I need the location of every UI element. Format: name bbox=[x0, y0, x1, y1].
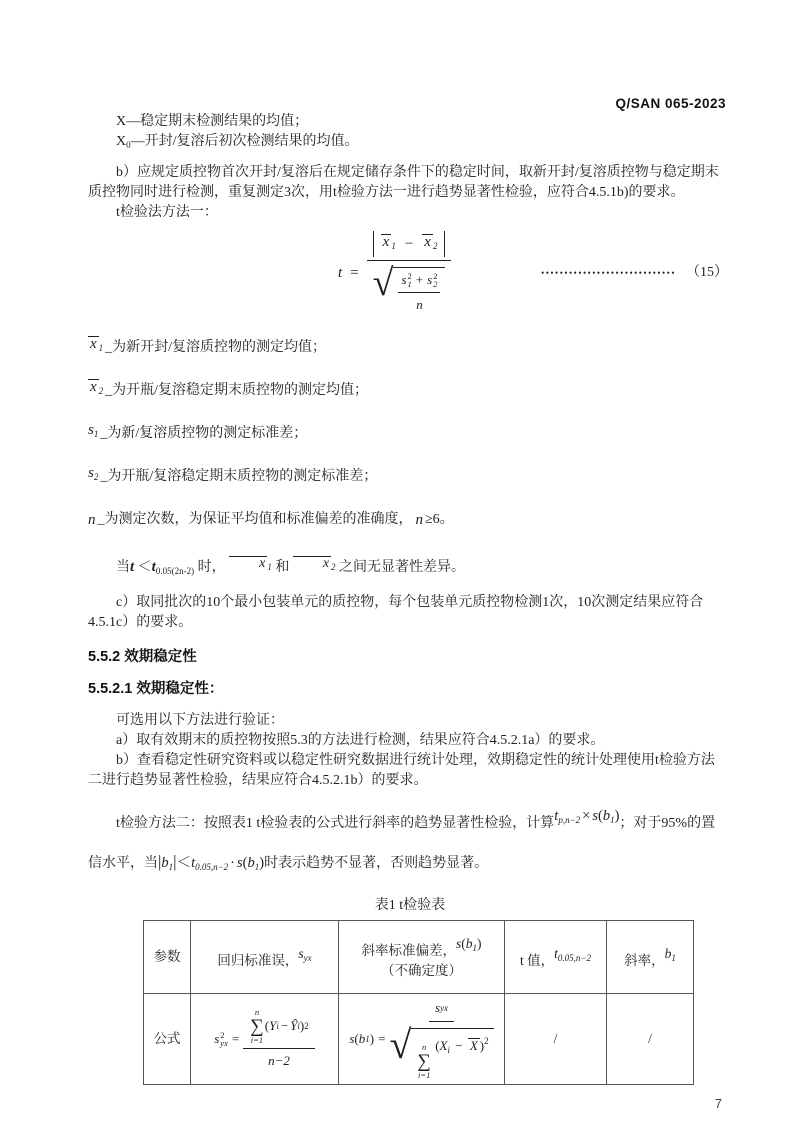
cell-slope-value: / bbox=[607, 994, 694, 1085]
calc-expression: $t_{p,n-2} \times s(b_1)$ bbox=[554, 808, 620, 825]
definition-x0: $X_0—$开封/复溶后初次检测结果的均值。 bbox=[116, 134, 359, 150]
table-header-row bbox=[144, 921, 694, 994]
equation-15 bbox=[88, 231, 728, 315]
definition-x: X—稳定期末检测结果的均值； bbox=[116, 114, 309, 129]
cell-syx-formula: s 2 yx = n ∑ i=1 ( Y i − Ŷ i ) 2 n−2 bbox=[191, 994, 339, 1085]
cell-t-value: / bbox=[505, 994, 607, 1085]
variable-definition-s1: $s_1$ _为新/复溶质控物的测定标准差； bbox=[88, 422, 308, 441]
radical-sign: √ bbox=[372, 262, 394, 304]
page-content bbox=[88, 112, 728, 1085]
fraction-denominator bbox=[373, 261, 446, 315]
variable-definition-x2: x $_2$ _为开瓶/复溶稳定期末质控物的测定均值； bbox=[90, 379, 369, 398]
item-a: a）取有效期末的质控物按照5.3的方法进行检测，结果应符合4.5.2.1a）的要求。 bbox=[116, 733, 605, 748]
radical-sign: √ bbox=[389, 1022, 412, 1067]
table-formula-row bbox=[144, 994, 694, 1085]
equation-number: （15） bbox=[686, 265, 728, 280]
verify-intro: 可选用以下方法进行验证： bbox=[116, 713, 284, 728]
item-b: b）查看稳定性研究资料或以稳定性研究数据进行统计处理，效期稳定性的统计处理使用t检验方法二进行趋势显著性检验，结果应符合4.5.2.1b）的要求。 bbox=[88, 753, 715, 788]
heading-5-5-2: 5.5.2 效期稳定性 bbox=[88, 649, 197, 665]
header-uncertainty-note: （不确定度） bbox=[381, 962, 462, 978]
t-method2-paragraph: t检验方法二：按照表1 t检验表的公式进行斜率的趋势显著性检验，计算$t_{p,n-2} \times s(b_1)$；对于95%的置信水平，当$|b_1|<t_{0.05,n-2} \cdot s(b_1)$时表示趋势不显著，否则趋势显著。 bbox=[88, 808, 716, 872]
document-code: Q/SAN 065-2023 bbox=[615, 96, 726, 111]
absolute-value: x $_1$ − x $_2$ bbox=[373, 231, 446, 257]
variable-definition-n: n _为测定次数，为保证平均值和标准偏差的准确度， n ≥6。 bbox=[88, 512, 454, 528]
condition-expression: $|b_1|<t_{0.05,n-2} \cdot s(b_1)$ bbox=[158, 852, 265, 872]
heading-5-5-2-1: 5.5.2.1 效期稳定性： bbox=[88, 681, 224, 697]
significance-statement: 当$t <t_{0.05(2n-2)}$ 时， x $_1$ 和 x $_2$ 之间无显著性差异。 bbox=[116, 556, 466, 576]
t-method1-label: t检验法方法一： bbox=[116, 205, 218, 220]
variable-definition-x1: x $_1$ _为新开封/复溶质控物的测定均值； bbox=[90, 336, 327, 355]
header-t-value: t 值，$t_{0.05,n-2}$ bbox=[505, 921, 607, 994]
cell-sb1-formula: s ( b 1 ) = s yx √ n ∑ i=1 ($X_i - X$ )$^2$ bbox=[339, 994, 505, 1085]
fraction-numerator bbox=[367, 231, 452, 261]
header-slope: 斜率，$b_1$ bbox=[607, 921, 694, 994]
header-parameter: 参数 bbox=[144, 921, 191, 994]
row-label-formula: 公式 bbox=[144, 994, 191, 1085]
table-caption: 表1 t检验表 bbox=[374, 898, 446, 913]
variable-definition-s2: $s_2$ _为开瓶/复溶稳定期末质控物的测定标准差； bbox=[88, 465, 378, 484]
equation-15-math: t = x $_1$ − x $_2$ √ s 2 1 + s 2 2 n bbox=[338, 231, 451, 315]
fraction bbox=[367, 231, 452, 315]
paragraph-c: c）取同批次的10个最小包装单元的质控物，每个包装单元质控物检测1次，10次测定结果应符合4.5.1c）的要求。 bbox=[88, 595, 704, 630]
dot-leader: ••••••••••••••••••••••••••••• bbox=[541, 268, 676, 278]
square-root: √ s 2 1 + s 2 2 n bbox=[373, 263, 446, 315]
t-test-table bbox=[143, 920, 694, 1085]
paragraph-b: b）应规定质控物首次开封/复溶后在规定储存条件下的稳定时间，取新开封/复溶质控物与稳定期末质控物同时进行检测，重复测定3次，用t检验方法一进行趋势显著性检验，应符合4.5.1b)的要求。 bbox=[88, 165, 719, 200]
header-slope-sd: 斜率标准偏差，$s(b_1)$ （不确定度） bbox=[339, 921, 505, 994]
page-number: 7 bbox=[714, 1096, 722, 1111]
header-regression-se: 回归标准误，$s_{yx}$ bbox=[191, 921, 339, 994]
